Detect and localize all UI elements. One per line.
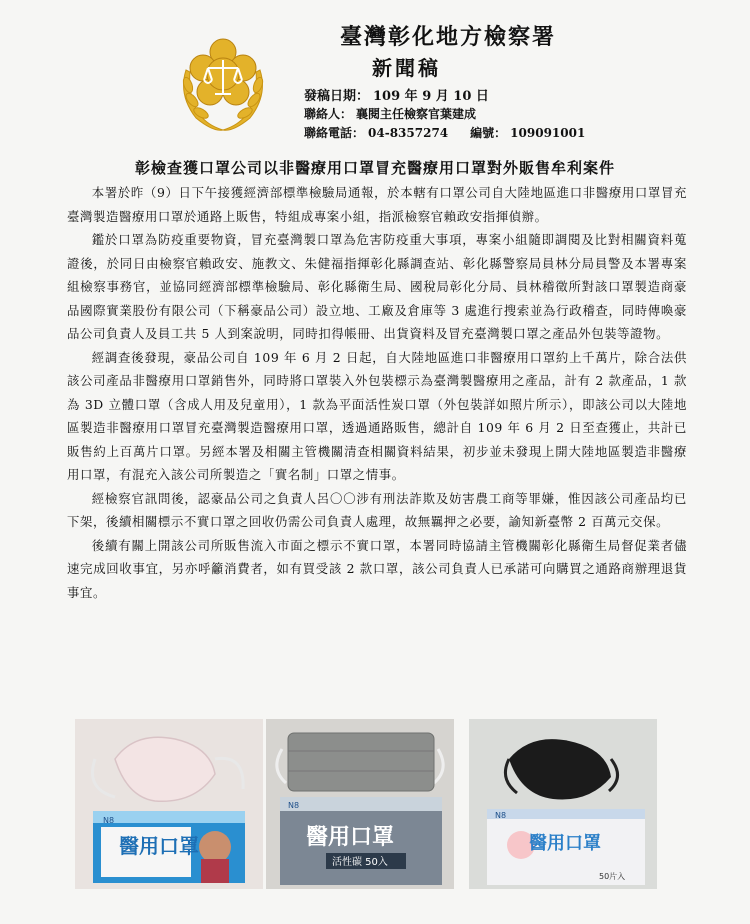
photo-3d-mask-product bbox=[75, 719, 263, 889]
release-date-label: 發稿日期： bbox=[304, 89, 370, 104]
serial-number-label: 編號： bbox=[470, 126, 507, 140]
paragraph: 本署於昨（9）日下午接獲經濟部標準檢驗局通報，於本轄有口罩公司自大陸地區進口非醫療用口罩冒充臺灣製造醫療用口罩於通路上販售，特組成專案小組，指派檢察官賴政安指揮偵辦。 bbox=[67, 185, 687, 224]
release-date-value: 109 年 9 月 10 日 bbox=[373, 89, 489, 104]
paragraph: 經檢察官訊問後，認豪品公司之負責人呂〇〇涉有刑法詐欺及妨害農工商等罪嫌，惟因該公司產品均已下架，後續相關標示不實口罩之回收仍需公司負責人處理，故無羈押之必要，諭知新臺幣 2 百萬元交保。 bbox=[67, 490, 687, 529]
photo1-brand: N8 bbox=[103, 816, 115, 825]
press-release-title: 彰檢查獲口罩公司以非醫療用口罩冒充醫療用口罩對外販售牟利案件 bbox=[134, 159, 615, 177]
photo2-brand: N8 bbox=[288, 801, 300, 810]
photo-carbon-mask-product bbox=[266, 719, 454, 889]
photo2-box-label: 醫用口罩 bbox=[306, 825, 395, 850]
paragraph: 經調查後發現，豪品公司自 109 年 6 月 2 日起，自大陸地區進口非醫療用口罩約上千萬片，除合法供該公司產品非醫療用口罩銷售外，同時將口罩裝入外包裝標示為臺灣製醫療用之產品，計有 2 款產品，1 款為 3D 立體口罩（含成人用及兒童用），1 款為平面活性炭口罩（外包裝詳如照片所示），即該公司以大陸地區製造非醫療用口罩冒充臺灣製造醫療用口罩，透過通路販售，總計自 109 年 6 月 2 日至查獲止，共計已販售約上百萬片口罩。另經本署及相關主管機關清查相關資料結果，初步並未發現上開大陸地區製造非醫療用口罩，有混充入該公司所製造之「實名制」口罩之情事。 bbox=[67, 349, 687, 482]
serial-number-value: 109091001 bbox=[510, 126, 586, 140]
paragraph: 後續有關上開該公司所販售流入市面之標示不實口罩，本署同時協請主管機關彰化縣衛生局督促業者儘速完成回收事宜，另亦呼籲消費者，如有買受該 2 款口罩，該公司負責人已承諾可向購買之通路商辦理退貨事宜。 bbox=[67, 537, 687, 600]
photo2-subtitle: 活性碳 50入 bbox=[332, 857, 388, 868]
phone-label: 聯絡電話： bbox=[304, 126, 365, 140]
photo1-box-label: 醫用口罩 bbox=[119, 834, 199, 858]
photo3-count: 50片入 bbox=[599, 872, 626, 881]
photo3-box-label: 醫用口罩 bbox=[529, 833, 601, 854]
phone-number-line bbox=[304, 124, 585, 141]
paragraph: 鑑於口罩為防疫重要物資，冒充臺灣製口罩為危害防疫重大事項，專案小組隨即調閱及比對相關資料蒐證後，於同日由檢察官賴政安、施教文、朱健福指揮彰化縣調查站、彰化縣警察局員林分局員警及本署專案組檢察事務官，並協同經濟部標準檢驗局、彰化縣衛生局、國稅局彰化分局、員林稽徵所對該口罩製造商豪品國際實業股份有限公司（下稱豪品公司）設立地、工廠及倉庫等 3 處進行搜索並為行政稽查，同時傳喚豪品公司負責人及員工共 5 人到案說明，同時扣得帳冊、出貨資料及冒充臺灣製口罩之產品外包裝等證物。 bbox=[67, 232, 687, 341]
photo3-brand: N8 bbox=[495, 811, 507, 820]
contact-label: 聯絡人： bbox=[304, 107, 353, 121]
release-date-line bbox=[304, 85, 489, 104]
phone-value: 04-8357274 bbox=[368, 126, 449, 140]
document-type: 新聞稿 bbox=[372, 56, 441, 80]
press-release-body bbox=[67, 181, 687, 604]
contact-value: 襄閱主任檢察官葉建成 bbox=[356, 107, 477, 121]
prosecutors-office-emblem-icon bbox=[168, 30, 278, 140]
photo-black-mask-product bbox=[469, 719, 657, 889]
contact-line bbox=[304, 105, 476, 122]
organization-name: 臺灣彰化地方檢察署 bbox=[340, 24, 557, 50]
